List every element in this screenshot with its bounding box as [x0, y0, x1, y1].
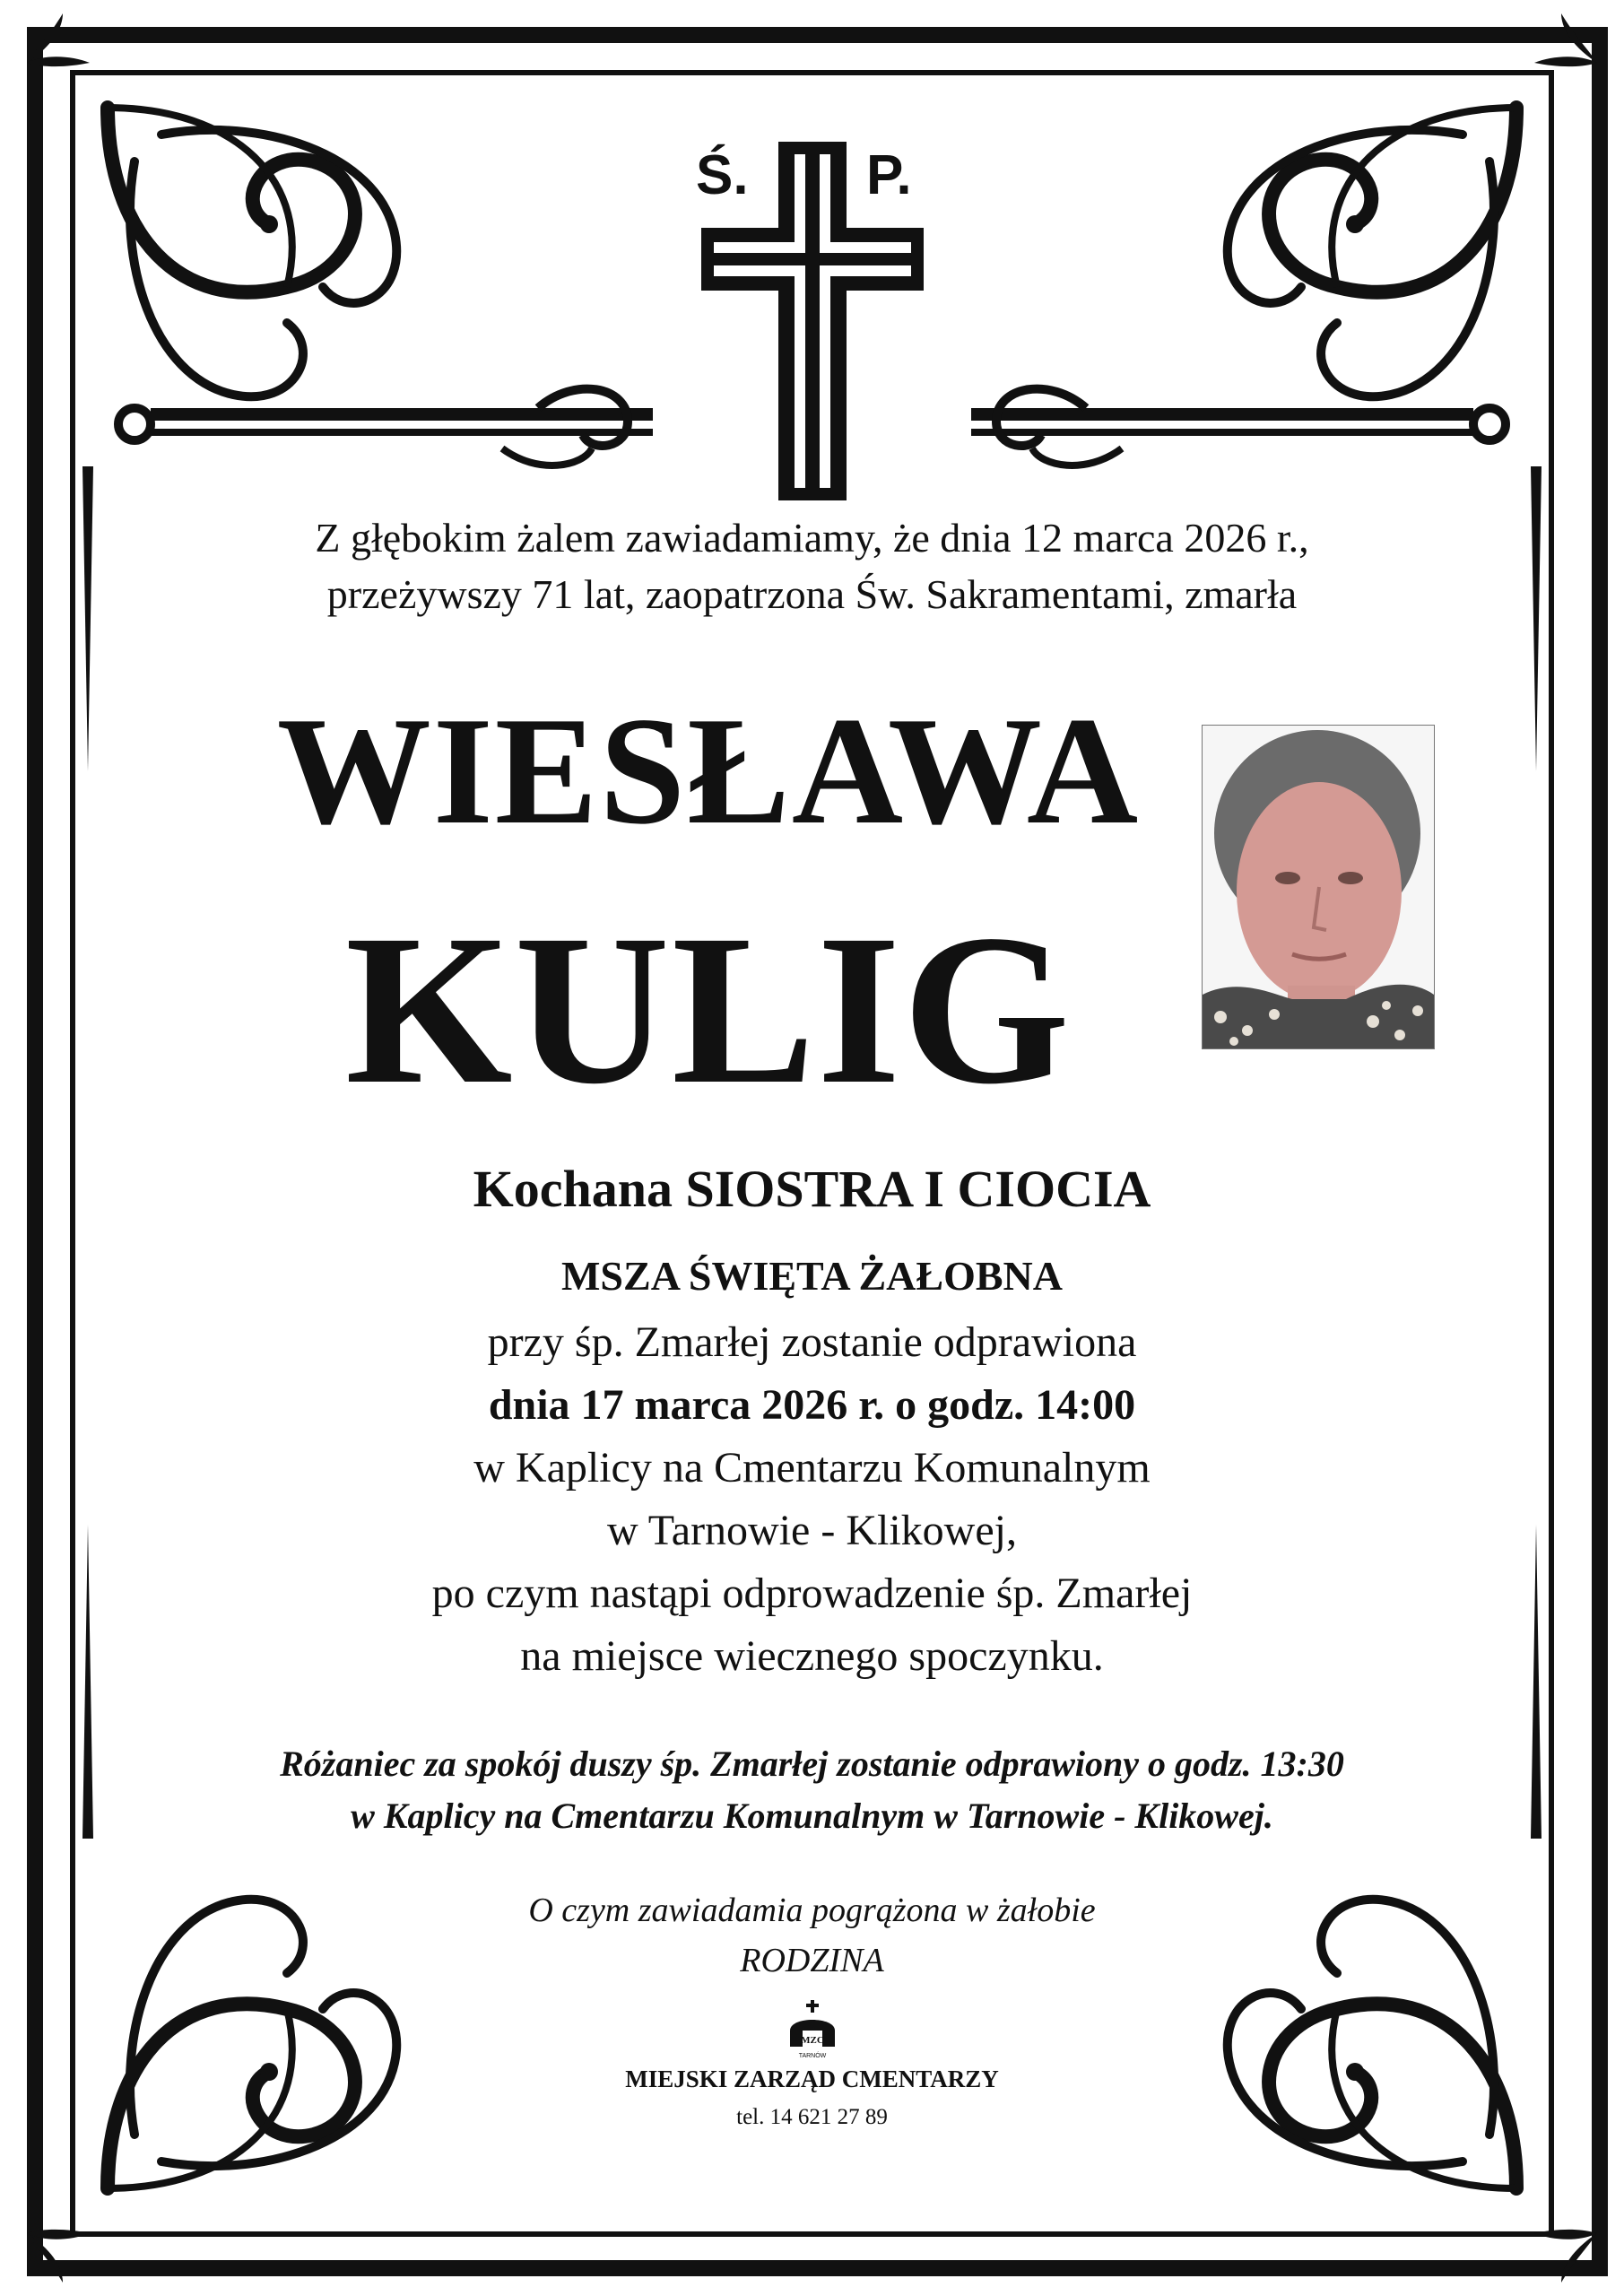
- organization-phone: tel. 14 621 27 89: [736, 2105, 888, 2129]
- mass-line-6: na miejsce wiecznego spoczynku.: [520, 1632, 1104, 1680]
- logo-subtext: TARNÓW: [798, 2053, 827, 2059]
- rosary-line-1: Różaniec za spokój duszy śp. Zmarłej zostanie odprawiony o godz. 13:30: [280, 1744, 1344, 1784]
- deceased-first-name: WIESŁAWA: [276, 686, 1141, 857]
- scroll-bar-right: [971, 389, 1506, 465]
- mzc-logo-icon: [785, 2000, 840, 2063]
- logo-text: MZC: [801, 2035, 824, 2046]
- leaf-ornament-top-right: [1534, 13, 1597, 66]
- mass-line-1: przy śp. Zmarłej zostanie odprawiona: [487, 1318, 1137, 1366]
- organization-name: MIEJSKI ZARZĄD CMENTARZY: [625, 2066, 999, 2092]
- closing-line-2: RODZINA: [740, 1942, 884, 1979]
- corner-swirl-top-left: [108, 108, 396, 396]
- mass-line-4: w Tarnowie - Klikowej,: [607, 1507, 1017, 1554]
- deceased-photo: [1202, 725, 1435, 1049]
- sp-right-text: P.: [866, 144, 912, 206]
- scroll-bar-left: [118, 389, 653, 465]
- closing-line-1: O czym zawiadamia pogrążona w żałobie: [528, 1892, 1096, 1929]
- deceased-last-name: KULIG: [344, 890, 1073, 1128]
- mass-line-5: po czym nastąpi odprowadzenie śp. Zmarłej: [431, 1570, 1193, 1617]
- leaf-ornament-bottom-left: [27, 2230, 90, 2283]
- sp-left-text: Ś.: [696, 144, 749, 206]
- rosary-text: [0, 1738, 1624, 1842]
- intro-line-2: przeżywszy 71 lat, zaopatrzona Św. Sakramentami, zmarła: [326, 571, 1298, 617]
- leaf-ornament-top-left: [27, 13, 90, 66]
- relation-line: Kochana SIOSTRA I CIOCIA: [473, 1160, 1151, 1218]
- mass-heading: MSZA ŚWIĘTA ŻAŁOBNA: [561, 1253, 1063, 1299]
- mass-line-2: dnia 17 marca 2026 r. o godz. 14:00: [488, 1381, 1136, 1429]
- intro-line-1: Z głębokim żalem zawiadamiamy, że dnia 12 marca 2026 r.,: [315, 515, 1309, 561]
- portrait-image: [1203, 726, 1434, 1048]
- mass-line-3: w Kaplicy na Cmentarzu Komunalnym: [473, 1444, 1151, 1492]
- leaf-ornament-bottom-right: [1534, 2230, 1597, 2283]
- rosary-line-2: w Kaplicy na Cmentarzu Komunalnym w Tarnowie - Klikowej.: [351, 1796, 1273, 1836]
- corner-swirl-top-right: [1228, 108, 1516, 396]
- closing-text: [0, 1885, 1624, 1986]
